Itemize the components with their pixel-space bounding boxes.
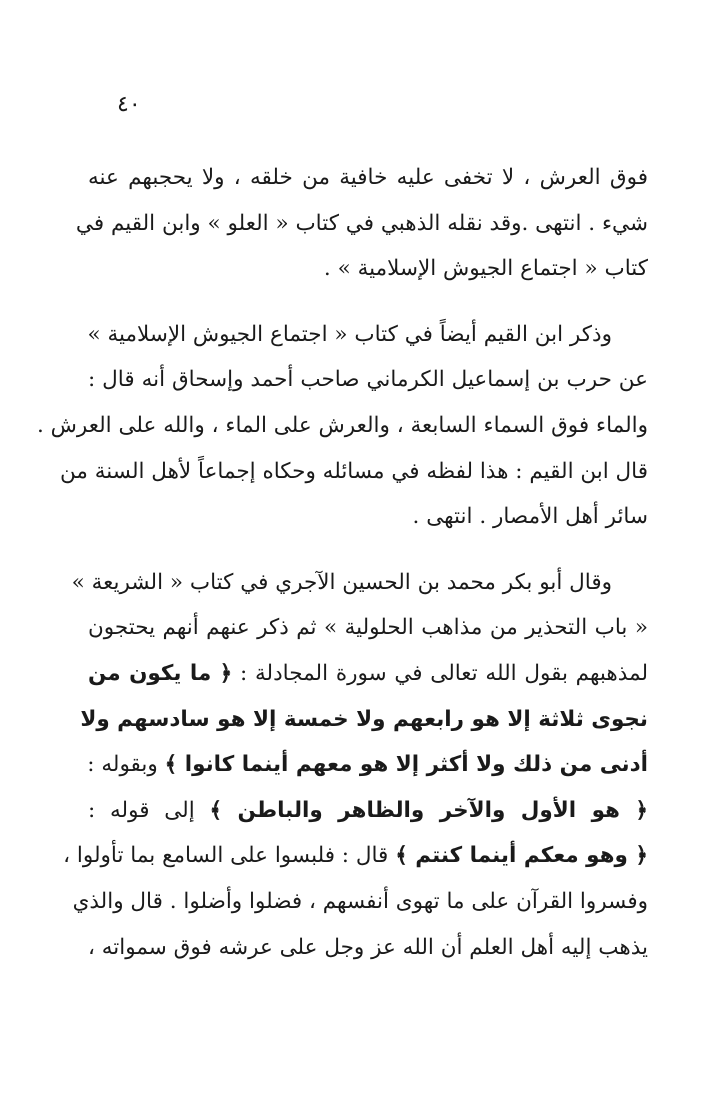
quran-verse: أدنى من ذلك ولا أكثر إلا هو معهم أينما كانوا ﴾	[164, 752, 648, 778]
text-line	[88, 742, 648, 788]
quran-verse: ﴿ ما يكون من	[88, 660, 233, 686]
quran-verse: ﴿ هو الأول والآخر والظاهر والباطن ﴾	[209, 797, 648, 823]
text-line	[88, 651, 648, 697]
text-line: عن حرب بن إسماعيل الكرماني صاحب أحمد وإسحاق أنه قال :	[88, 367, 648, 393]
paragraph-1	[75, 155, 648, 292]
text-segment: لمذهبهم بقول الله تعالى في سورة المجادلة :	[240, 660, 648, 686]
text-line	[88, 788, 648, 834]
paragraph-gap	[88, 292, 648, 312]
text-line	[63, 833, 648, 879]
page-number: ٤٠	[117, 92, 141, 117]
text-line: وذكر ابن القيم أيضاً في كتاب « اجتماع الجيوش الإسلامية »	[87, 321, 612, 347]
quran-verse: ﴿ وهو معكم أينما كنتم ﴾	[395, 843, 648, 869]
text-line: والماء فوق السماء السابعة ، والعرش على الماء ، والله على العرش .	[36, 412, 648, 438]
text-line: شيء . انتهى .وقد نقله الذهبي في كتاب « العلو » وابن القيم في	[75, 210, 648, 236]
paragraph-gap	[88, 540, 648, 560]
text-line: سائر أهل الأمصار . انتهى .	[412, 504, 648, 530]
text-line: يذهب إليه أهل العلم أن الله عز وجل على عرشه فوق سمواته ،	[88, 934, 648, 960]
text-segment: إلى قوله :	[88, 797, 195, 823]
text-segment: قال : فلبسوا على السامع بما تأولوا ،	[63, 843, 389, 869]
text-line: قال ابن القيم : هذا لفظه في مسائله وحكاه إجماعاً لأهل السنة من	[60, 458, 648, 484]
text-line: « باب التحذير من مذاهب الحلولية » ثم ذكر عنهم أنهم يحتجون	[88, 615, 648, 641]
paragraph-2	[36, 312, 648, 540]
quran-verse: نجوى ثلاثة إلا هو رابعهم ولا خمسة إلا هو سادسهم ولا	[80, 706, 648, 732]
text-line: فوق العرش ، لا تخفى عليه خافية من خلقه ، ولا يحجبهم عنه	[88, 165, 648, 190]
paragraph-3	[63, 560, 648, 970]
text-line: كتاب « اجتماع الجيوش الإسلامية » .	[323, 256, 648, 282]
text-line: وفسروا القرآن على ما تهوى أنفسهم ، فضلوا وأضلوا . قال والذي	[72, 888, 648, 914]
page-body	[36, 155, 648, 970]
text-line: وقال أبو بكر محمد بن الحسين الآجري في كتاب « الشريعة »	[71, 569, 612, 595]
text-segment: وبقوله :	[87, 752, 158, 778]
